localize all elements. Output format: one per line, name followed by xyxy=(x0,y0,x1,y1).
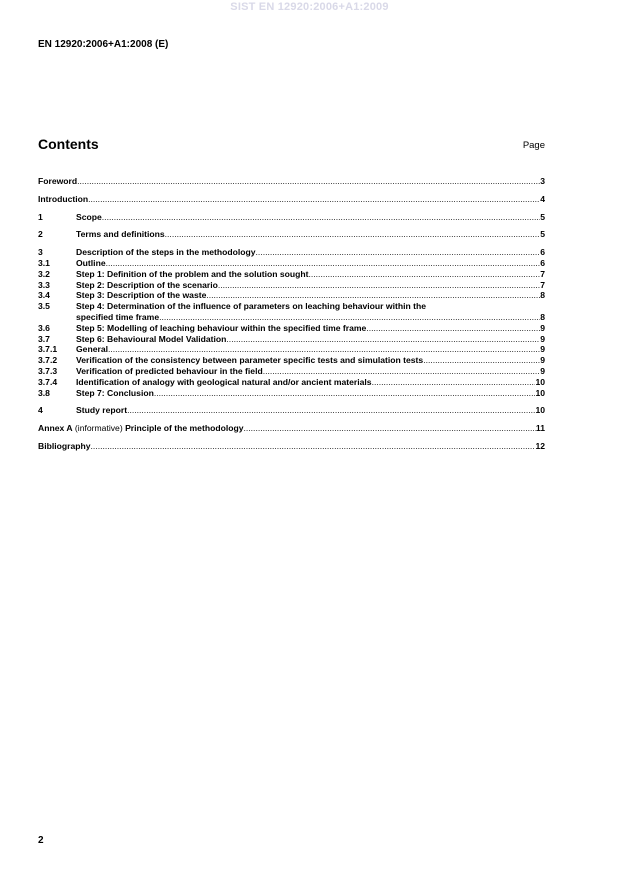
toc-entry[interactable] xyxy=(38,194,545,205)
toc-entry-title: General xyxy=(76,344,109,355)
toc-leader-dots xyxy=(91,441,536,452)
toc-leader-dots xyxy=(218,280,540,291)
toc-entry-number: 3.7 xyxy=(38,333,50,344)
toc-entry-page: 9 xyxy=(540,333,545,344)
toc-leader-dots xyxy=(77,176,540,187)
toc-entry-title: Verification of the consistency between parameter specific tests and simulation tests xyxy=(76,355,424,366)
toc-leader-dots xyxy=(256,247,541,258)
toc-entry-page: 12 xyxy=(535,440,545,451)
toc-entry[interactable] xyxy=(38,334,545,345)
toc-leader-dots xyxy=(244,423,536,434)
toc-entry-title: Step 1: Definition of the problem and the solution sought xyxy=(76,268,309,279)
toc-entry-number: 3.4 xyxy=(38,290,50,301)
toc-entry-page: 9 xyxy=(540,344,545,355)
toc-entry[interactable] xyxy=(38,377,545,388)
toc-entry-page: 6 xyxy=(540,257,545,268)
toc-entry[interactable] xyxy=(38,258,545,269)
toc-leader-dots xyxy=(423,355,540,366)
toc-entry-title: Step 5: Modelling of leaching behaviour within the specified time frame xyxy=(76,322,367,333)
toc-entry-title: Foreword xyxy=(38,176,78,186)
toc-entry[interactable] xyxy=(38,388,545,399)
toc-entry-title: Scope xyxy=(76,211,102,222)
toc-entry-title: Step 6: Behavioural Model Validation xyxy=(76,333,227,344)
toc-entry-title: Bibliography xyxy=(38,440,91,451)
toc-entry-number: 3.3 xyxy=(38,279,50,290)
toc-entry-page: 7 xyxy=(540,279,545,290)
toc-entry-page: 6 xyxy=(540,247,545,258)
toc-entry-number: 3.5 xyxy=(38,301,50,312)
toc-entry[interactable] xyxy=(38,280,545,291)
toc-entry-title: Step 7: Conclusion xyxy=(76,387,154,398)
toc-entry[interactable] xyxy=(38,229,545,240)
toc-leader-dots xyxy=(159,312,540,323)
toc-entry-page: 5 xyxy=(540,229,545,240)
toc-entry[interactable] xyxy=(38,344,545,355)
toc-entry-title: Introduction xyxy=(38,193,89,204)
toc-entry-number: 3.7.4 xyxy=(38,376,58,387)
toc-entry-page: 8 xyxy=(540,290,545,301)
toc-entry-page: 10 xyxy=(535,376,545,387)
toc-entry-page: 10 xyxy=(535,405,545,416)
toc-leader-dots xyxy=(263,366,541,377)
toc-entry-page: 9 xyxy=(540,355,545,366)
toc-entry-title-part: Principle of the methodology xyxy=(125,423,244,434)
toc-entry-page: 11 xyxy=(535,423,545,434)
toc-leader-dots xyxy=(108,344,540,355)
toc-entry-number: 3.1 xyxy=(38,257,50,268)
toc-leader-dots xyxy=(102,212,540,223)
toc-entry-page: 4 xyxy=(540,193,545,204)
toc-entry-number: 4 xyxy=(38,405,43,416)
toc-entry-page: 7 xyxy=(540,268,545,279)
toc-entry-number: 3.7.1 xyxy=(38,344,58,355)
toc-leader-dots xyxy=(372,377,536,388)
toc-entry-title: Description of the steps in the methodology xyxy=(76,247,256,258)
toc-entry-number: 3.7.3 xyxy=(38,365,58,376)
toc-entry-title-continued: specified time frame xyxy=(76,311,160,322)
toc-entry-title: Study report xyxy=(76,405,128,416)
toc-entry-title: Step 2: Description of the scenario xyxy=(76,279,218,290)
toc-leader-dots xyxy=(309,269,541,280)
toc-entry-title: Terms and definitions xyxy=(76,229,165,240)
document-id: EN 12920:2006+A1:2008 (E) xyxy=(38,39,169,50)
toc-entry-title: Outline xyxy=(76,257,106,268)
toc-entry-title: Step 4: Determination of the influence of parameters on leaching behaviour within the xyxy=(76,301,427,312)
toc-entry-title: Verification of predicted behaviour in the field xyxy=(76,365,263,376)
toc-entry-number: 3.7.2 xyxy=(38,355,58,366)
toc-entry[interactable] xyxy=(38,405,545,416)
toc-leader-dots xyxy=(206,290,540,301)
toc-entry-page: 8 xyxy=(540,311,545,322)
toc-entry-number: 2 xyxy=(38,229,43,240)
toc-entry-page: 3 xyxy=(540,176,545,186)
toc-entry-title xyxy=(38,423,244,434)
contents-title: Contents xyxy=(38,136,99,152)
toc-entry[interactable] xyxy=(38,269,545,280)
toc-leader-dots xyxy=(226,334,540,345)
toc-entry-title-part: Annex A xyxy=(38,423,73,434)
toc-entry[interactable] xyxy=(38,301,545,323)
table-of-contents xyxy=(38,176,545,452)
toc-leader-dots xyxy=(165,229,541,240)
toc-entry[interactable] xyxy=(38,441,545,452)
toc-entry[interactable] xyxy=(38,290,545,301)
toc-entry-title: Step 3: Description of the waste xyxy=(76,290,207,301)
page-column-label: Page xyxy=(522,140,545,151)
toc-leader-dots xyxy=(154,388,536,399)
toc-entry[interactable] xyxy=(38,176,545,187)
toc-entry[interactable] xyxy=(38,212,545,223)
toc-entry[interactable] xyxy=(38,423,545,434)
toc-entry-page: 9 xyxy=(540,322,545,333)
toc-entry-page: 5 xyxy=(540,211,545,222)
toc-entry[interactable] xyxy=(38,366,545,377)
toc-entry[interactable] xyxy=(38,355,545,366)
toc-entry[interactable] xyxy=(38,323,545,334)
toc-entry-title: Identification of analogy with geological natural and/or ancient materials xyxy=(76,376,372,387)
toc-entry-number: 1 xyxy=(38,211,43,222)
toc-entry-page: 10 xyxy=(535,387,545,398)
toc-leader-dots xyxy=(127,405,535,416)
toc-entry-number: 3.2 xyxy=(38,268,50,279)
toc-leader-dots xyxy=(366,323,540,334)
toc-leader-dots xyxy=(106,258,541,269)
toc-entry-title-part: (informative) xyxy=(72,423,126,434)
page-number: 2 xyxy=(38,835,44,846)
toc-entry-number: 3.8 xyxy=(38,387,50,398)
toc-entry-number: 3 xyxy=(38,247,43,258)
toc-leader-dots xyxy=(88,194,540,205)
watermark: SIST EN 12920:2006+A1:2009 xyxy=(230,1,389,13)
toc-entry-number: 3.6 xyxy=(38,322,50,333)
toc-entry[interactable] xyxy=(38,247,545,258)
toc-entry-page: 9 xyxy=(540,365,545,376)
